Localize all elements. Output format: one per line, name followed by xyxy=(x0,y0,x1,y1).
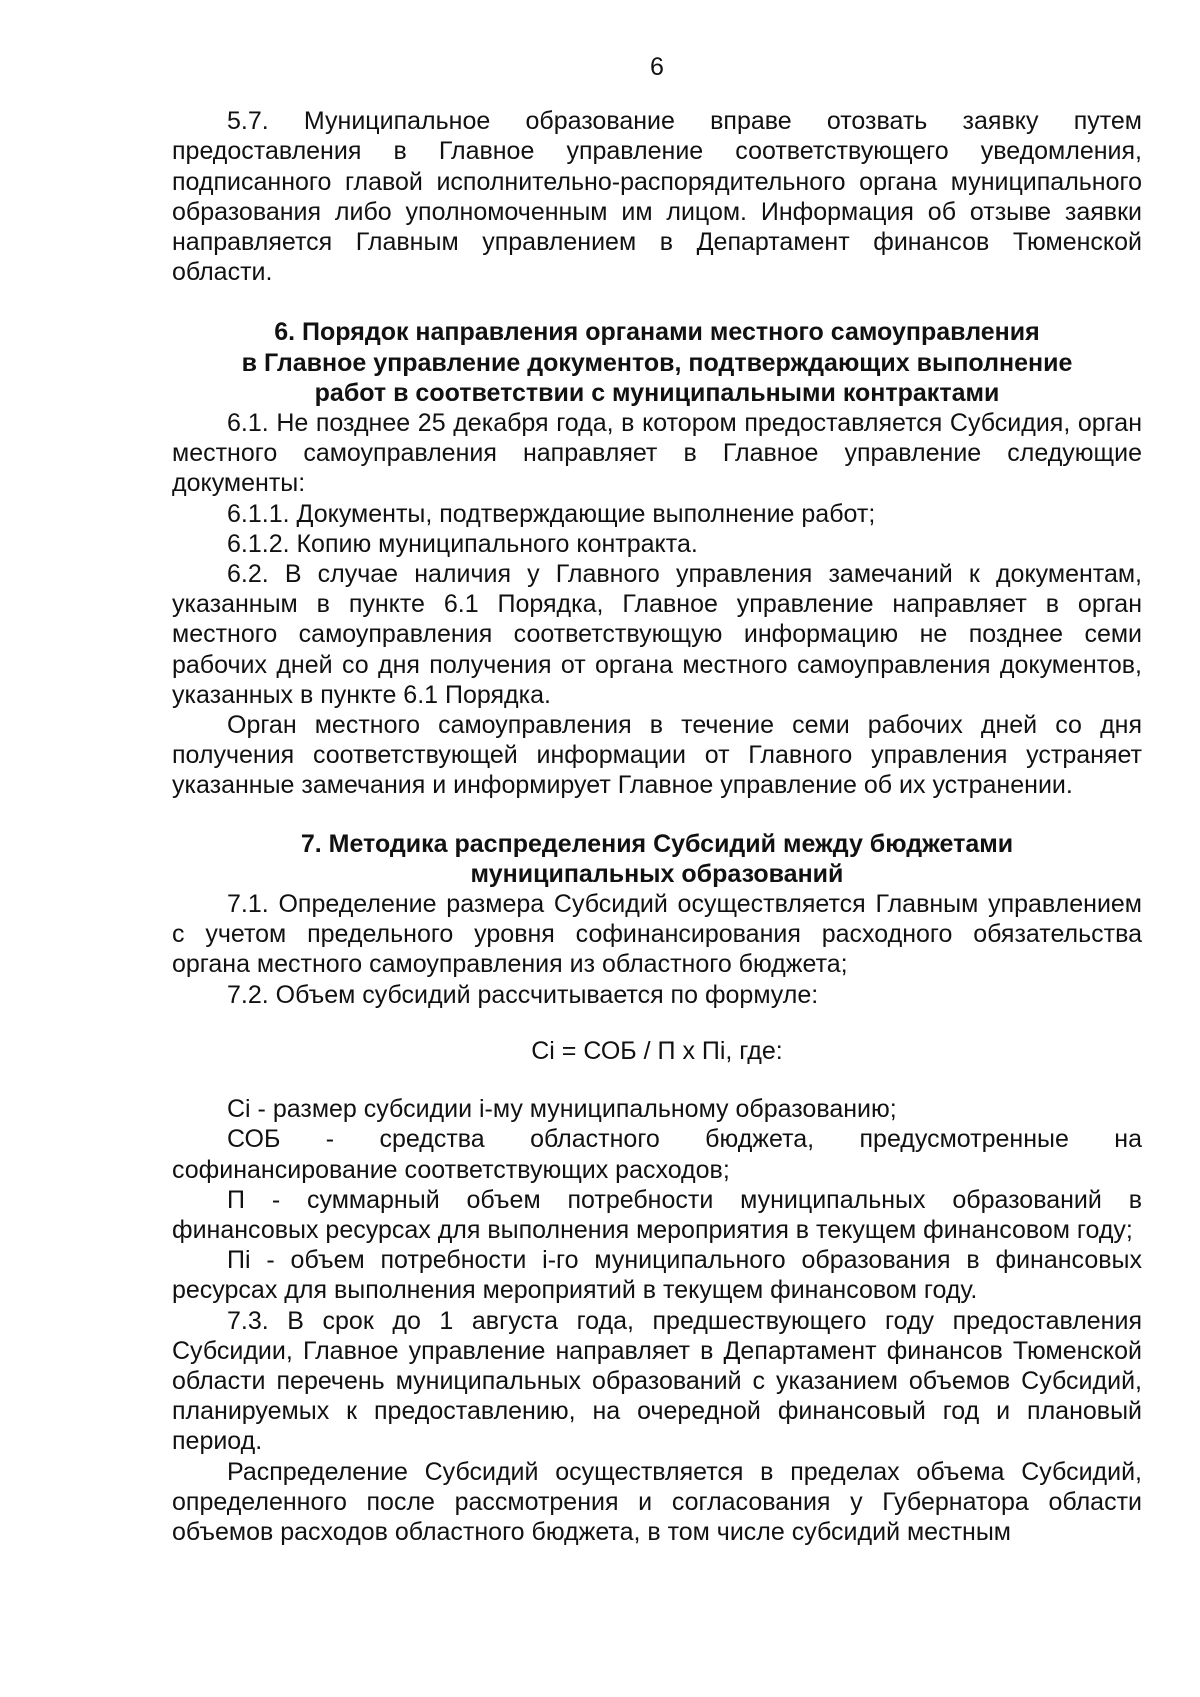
paragraph-7-1: 7.1. Определение размера Субсидий осуществляется Главным управлением с учетом предельного уровня софинансирования расходного обязательства органа местного самоуправления из областного бюджета; xyxy=(172,890,1142,979)
paragraph-6-2: 6.2. В случае наличия у Главного управления замечаний к документам, указанным в пункте 6.1 Порядка, Главное управление направляет в орган местного самоуправления соответствующую информацию не позднее семи рабочих дней со дня получения от органа местного самоуправления документов, указанных в пункте 6.1 Порядка. xyxy=(172,560,1142,709)
paragraph-7-2: 7.2. Объем субсидий рассчитывается по формуле: xyxy=(227,980,819,1009)
page-number: 6 xyxy=(650,53,664,81)
document-page xyxy=(172,52,1142,1547)
paragraph-6-1-2: 6.1.2. Копию муниципального контракта. xyxy=(227,529,698,558)
section-7-heading-line-2: муниципальных образований xyxy=(470,859,844,888)
definition-pi: Пi - объем потребности i-го муниципального образования в финансовых ресурсах для выполнения мероприятий в текущем финансовом году. xyxy=(172,1246,1142,1305)
paragraph-6-1: 6.1. Не позднее 25 декабря года, в котором предоставляется Субсидия, орган местного самоуправления направляет в Главное управление следующие документы: xyxy=(172,409,1142,498)
paragraph-7-3-continued: Распределение Субсидий осуществляется в пределах объема Субсидий, определенного после рассмотрения и согласования у Губернатора области объемов расходов областного бюджета, в том числе субсидий местным xyxy=(172,1457,1142,1546)
paragraph-6-2-continued: Орган местного самоуправления в течение семи рабочих дней со дня получения соответствующей информации от Главного управления устраняет указанные замечания и информирует Главное управление об их устранении. xyxy=(172,711,1142,800)
paragraph-5-7: 5.7. Муниципальное образование вправе отозвать заявку путем предоставления в Главное управление соответствующего уведомления, подписанного главой исполнительно-распорядительного органа муниципального образования либо уполномоченным им лицом. Информация об отзыве заявки направляется Главным управлением в Департамент финансов Тюменской области. xyxy=(172,107,1142,287)
paragraph-6-1-1: 6.1.1. Документы, подтверждающие выполнение работ; xyxy=(227,499,876,528)
paragraph-7-3: 7.3. В срок до 1 августа года, предшествующего году предоставления Субсидии, Главное управление направляет в Департамент финансов Тюменской области перечень муниципальных образований с указанием объемов Субсидий, планируемых к предоставлению, на очередной финансовый год и плановый период. xyxy=(172,1306,1142,1456)
section-6-heading-line-1: 6. Порядок направления органами местного самоуправления xyxy=(274,318,1040,347)
definition-sob: СОБ - средства областного бюджета, предусмотренные на софинансирование соответствующих расходов; xyxy=(172,1125,1142,1184)
section-7-heading xyxy=(172,829,1142,889)
section-7-heading-line-1: 7. Методика распределения Субсидий между бюджетами xyxy=(300,829,1014,858)
section-6-heading xyxy=(172,317,1142,408)
section-6-heading-line-3: работ в соответствии с муниципальными контрактами xyxy=(314,378,1000,407)
definition-p: П - суммарный объем потребности муниципальных образований в финансовых ресурсах для выполнения мероприятия в текущем финансовом году; xyxy=(172,1185,1142,1244)
definition-ci: Ci - размер субсидии i-му муниципальному образованию; xyxy=(227,1095,897,1124)
section-6-heading-line-2: в Главное управление документов, подтверждающих выполнение xyxy=(241,348,1073,377)
subsidy-formula: Ci = СОБ / П х Пi, где: xyxy=(531,1036,783,1065)
